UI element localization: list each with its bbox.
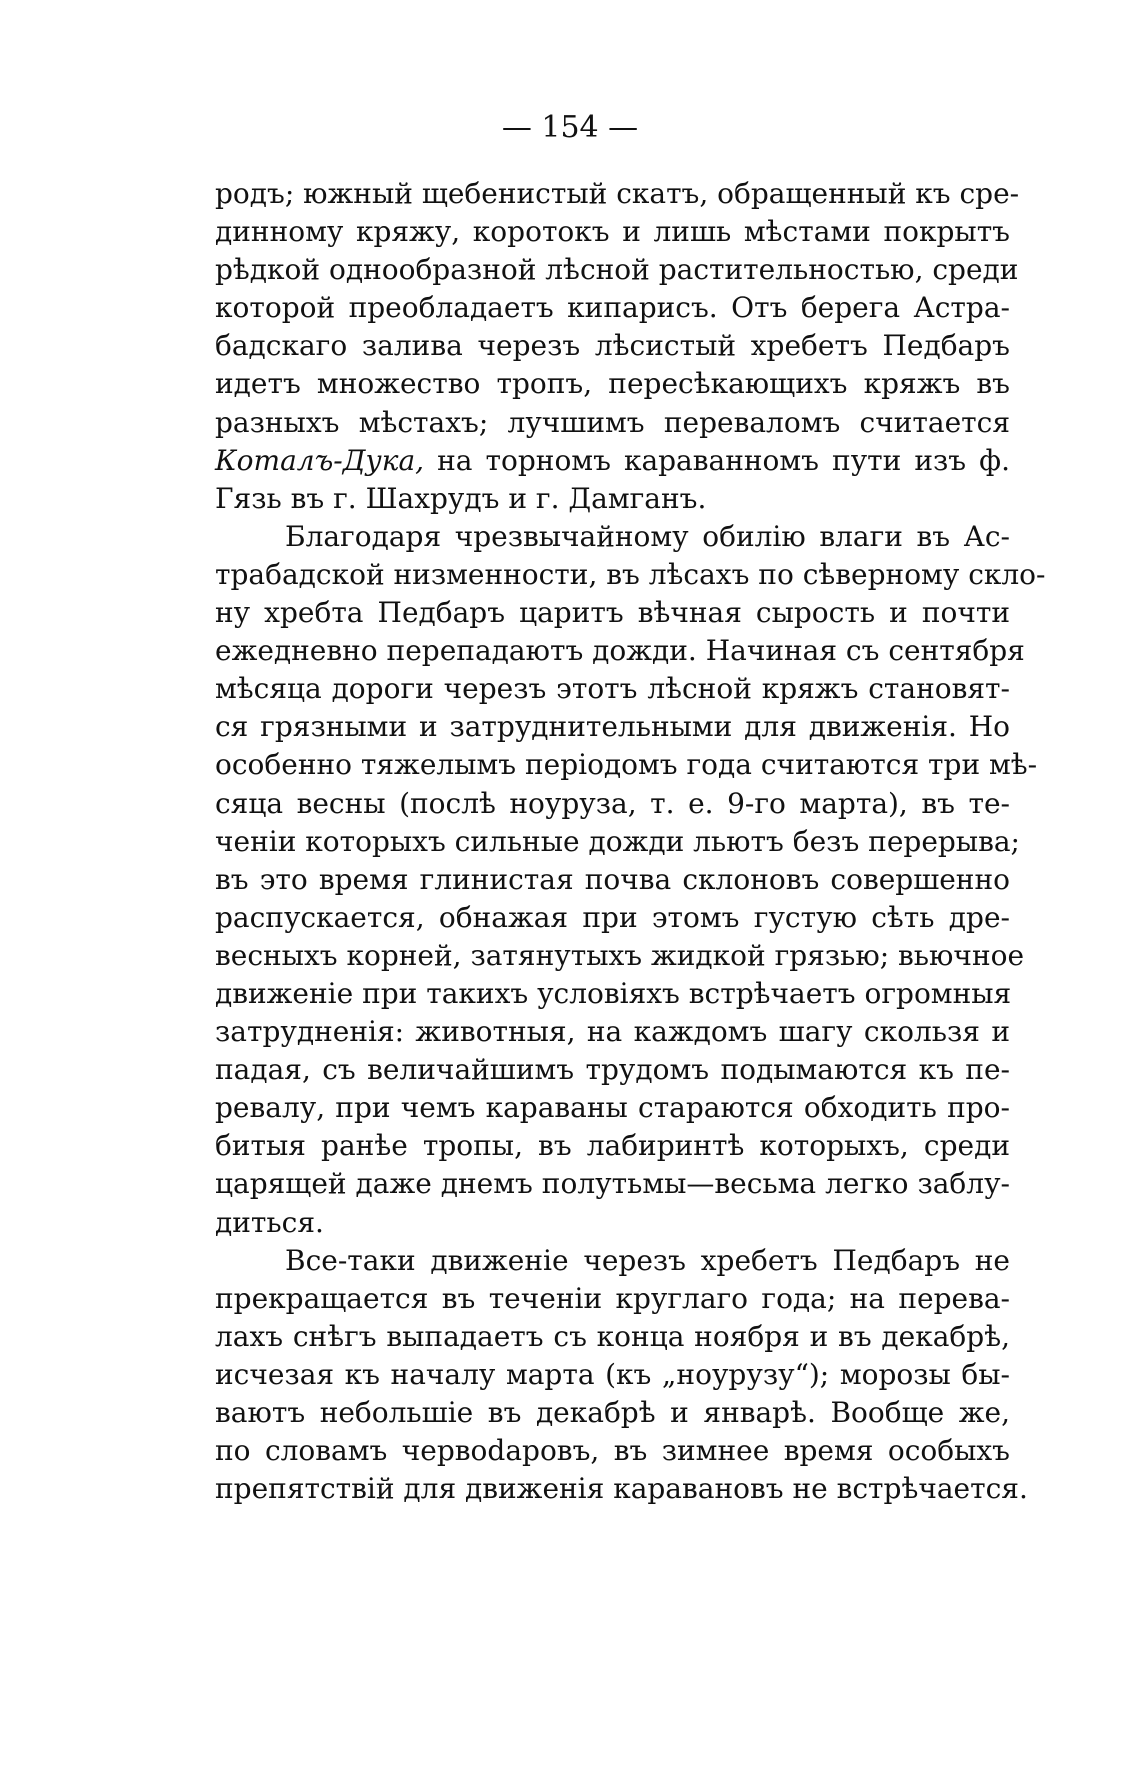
text-line: [215, 442, 1010, 480]
text-line: рѣдкой однообразной лѣсной растительностью, среди: [215, 253, 1019, 287]
text-line: затрудненія: животныя, на каждомъ шагу скользя и: [215, 1015, 1010, 1049]
text-line: по словамъ червodaровъ, въ зимнее время особыхъ: [215, 1434, 1010, 1468]
italic-place-name: Коталъ-Дука,: [215, 443, 425, 477]
text-line: ченіи которыхъ сильные дожди льютъ безъ перерыва;: [215, 824, 1020, 858]
text-line: разныхъ мѣстахъ; лучшимъ переваломъ считается: [215, 405, 1010, 439]
text-line: мѣсяца дороги черезъ этотъ лѣсной кряжъ становят-: [215, 672, 1010, 706]
paragraph-2: [215, 518, 1046, 1242]
text-line: Гязь въ г. Шахрудъ и г. Дамганъ.: [215, 481, 707, 515]
text-line: Благодаря чрезвычайному обилію влаги въ Ас-: [285, 519, 1010, 553]
text-line: ся грязными и затруднительными для движенія. Но: [215, 710, 1010, 744]
text-line: бадскаго залива черезъ лѣсистый хребетъ Педбаръ: [215, 329, 1010, 363]
text-line: лахъ снѣгъ выпадаетъ съ конца ноября и въ декабрѣ,: [215, 1319, 1010, 1353]
text-line: ревалу, при чемъ караваны стараются обходить про-: [215, 1091, 1010, 1125]
text-line: сяца весны (послѣ ноуруза, т. е. 9-го марта), въ те-: [215, 786, 1010, 820]
paragraph-3: [215, 1242, 1028, 1509]
body-text: [215, 175, 1046, 1508]
text-fragment: на торномъ караванномъ пути изъ ф.: [424, 443, 1010, 477]
text-line: идетъ множество тропъ, пересѣкающихъ кряжъ въ: [215, 367, 1010, 401]
text-line: Все-таки движеніе черезъ хребетъ Педбаръ не: [285, 1243, 1010, 1277]
text-line: родъ; южный щебенистый скатъ, обращенный къ сре-: [215, 177, 1020, 210]
text-line: исчезая къ началу марта (къ „ноурузу“); морозы бы-: [215, 1357, 1010, 1391]
text-line: которой преобладаетъ кипарисъ. Отъ берега Астра-: [215, 291, 1010, 325]
text-line: препятствій для движенія каравановъ не встрѣчается.: [215, 1472, 1028, 1506]
text-line: ну хребта Педбаръ царитъ вѣчная сырость и почти: [215, 596, 1010, 630]
text-line: трабадской низменности, въ лѣсахъ по сѣверному скло-: [215, 557, 1046, 591]
page-number: — 154 —: [501, 110, 639, 145]
text-line: весныхъ корней, затянутыхъ жидкой грязью; вьючное: [215, 938, 1025, 972]
text-line: прекращается въ теченіи круглаго года; на перева-: [215, 1281, 1010, 1315]
text-line: диться.: [215, 1205, 324, 1239]
paragraph-1: [215, 175, 1020, 518]
text-line: распускается, обнажая при этомъ густую сѣть дре-: [215, 900, 1010, 934]
text-line: царящей даже днемъ полутьмы—весьма легко заблу-: [215, 1167, 1010, 1201]
text-line: ваютъ небольшіе въ декабрѣ и январѣ. Вообще же,: [215, 1396, 1010, 1429]
text-line: движеніе при такихъ условіяхъ встрѣчаетъ огромныя: [215, 976, 1012, 1010]
text-line: ежедневно перепадаютъ дожди. Начиная съ сентября: [215, 634, 1025, 668]
text-line: динному кряжу, коротокъ и лишь мѣстами покрытъ: [215, 215, 1010, 249]
text-line: падая, съ величайшимъ трудомъ подымаются къ пе-: [215, 1053, 1010, 1087]
text-line: особенно тяжелымъ періодомъ года считаются три мѣ-: [215, 748, 1038, 782]
text-line: въ это время глинистая почва склоновъ совершенно: [215, 862, 1010, 896]
text-line: битыя ранѣе тропы, въ лабиринтѣ которыхъ, среди: [215, 1129, 1010, 1163]
